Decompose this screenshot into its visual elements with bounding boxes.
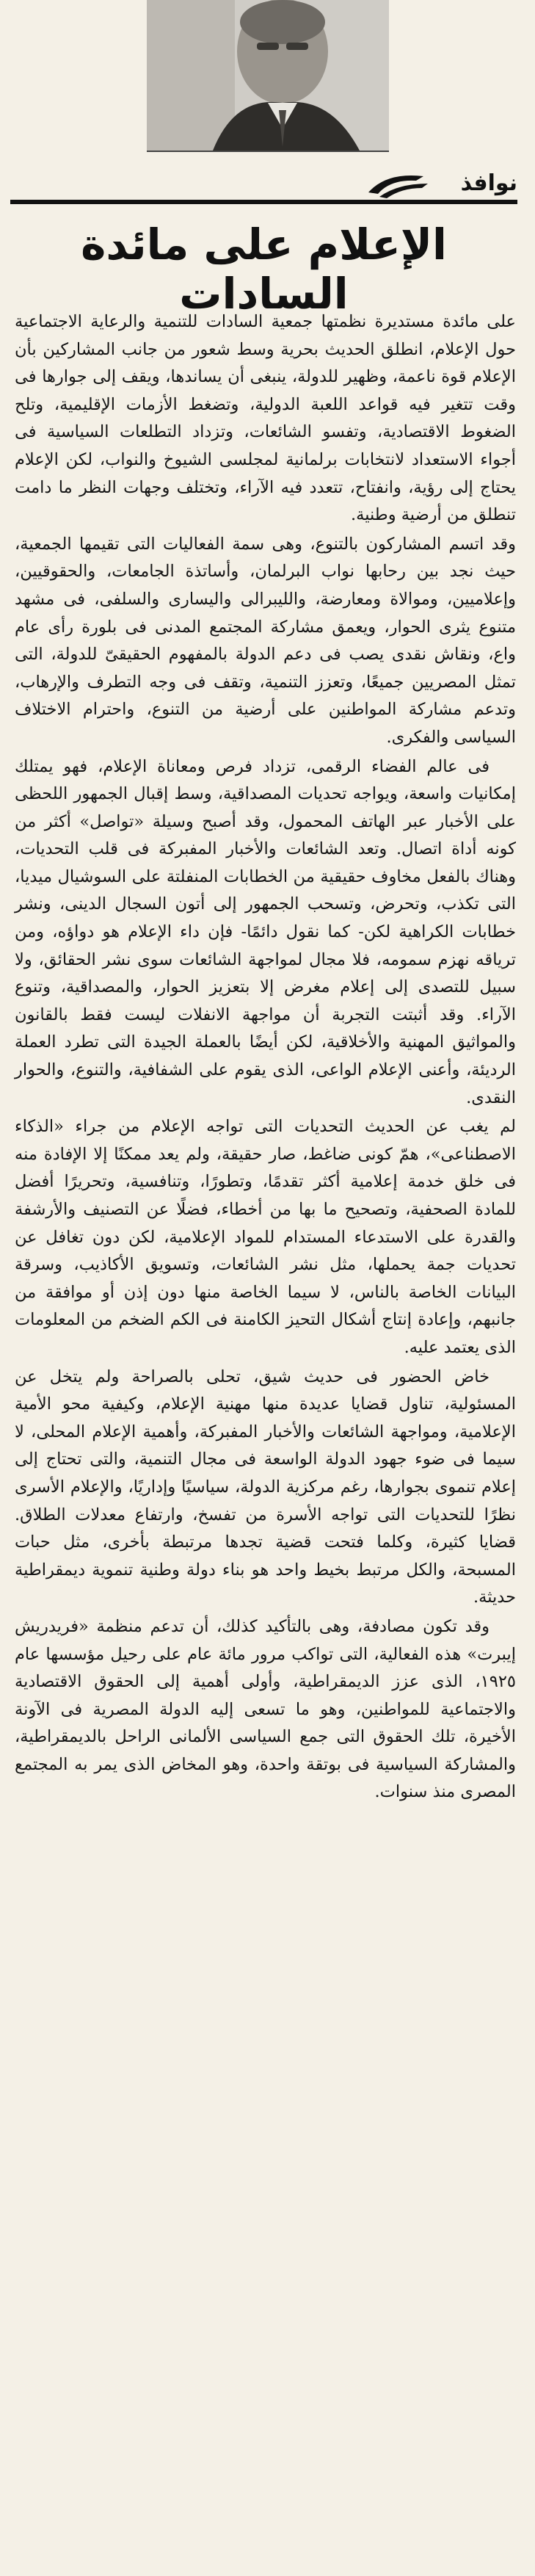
article-headline: الإعلام على مائدة السادات	[81, 220, 447, 319]
article-paragraph: لم يغب عن الحديث التحديات التى تواجه الإعلام من جراء «الذكاء الاصطناعى»، همّ كونى ضاغط، صار حقيقة، ولم يعد ممكنًا إلا الإفادة منه فى خلق خدمة إعلامية أكثر تقدمًا، وتطورًا، وتنافسية، وتحريرًا أفضل للمادة الصحفية، وتصحيح ما بها من أخطاء، فضلًا عن التصنيف والأرشفة والقدرة على الاستدعاء المستدام للمواد الإعلامية، لكن دون تغافل عن تحديات جمة يحملها، مثل نشر الشائعات، وتسويق الأكاذيب، وسرقة البيانات الخاصة بالناس، لا سيما الخاصة منها دون إذن أو موافقة من جانبهم، وإعادة إنتاج أشكال التحيز الكامنة فى الكم الضخم من المعلومات الذى يعتمد عليه.	[15, 1117, 516, 1357]
author-portrait-image	[147, 0, 389, 151]
article-paragraph: فى عالم الفضاء الرقمى، تزداد فرص ومعاناة الإعلام، فهو يمتلك إمكانيات واسعة، ويواجه تحديات المصداقية، وسط إقبال الجمهور اللحظى على الأخبار عبر الهاتف المحمول، وقد أصبح وسيلة «تواصل» أكثر من كونه أداة اتصال. وتعد الشائعات والأخبار المفبركة فى قلب التحديات، وهناك بالفعل مخاوف حقيقية من الخطابات المنفلتة على السوشيال ميديا، التى تكذب، وتحرض، وتسحب الجمهور إلى أتون السجال الدينى، ونشر خطابات الكراهية لكن- كما نقول دائمًا- فإن داء الإعلام هو دواؤه، ومن ترياقه نهزم سمومه، فلا مجال لمواجهة الشائعات سوى نشر الحقائق، ولا سبيل للتصدى إلى إعلام مغرض إلا بتعزيز الحوار، والمصداقية، وتنوع الآراء. وقد أثبتت التجربة أن مواجهة الانفلات ليست فقط بالقانون والمواثيق المهنية والأخلاقية، لكن أيضًا بالعملة الجيدة التى تطرد العملة الرديئة، وأعنى الإعلام الواعى، الذى يقوم على الشفافية، والتنوع، والحوار النقدى.	[15, 756, 516, 1107]
article-body	[15, 308, 516, 1806]
section-logo-icon	[365, 170, 431, 200]
section-header	[10, 170, 517, 204]
article-paragraph: وقد تكون مصادفة، وهى بالتأكيد كذلك، أن تدعم منظمة «فريدريش إيبرت» هذه الفعالية، التى تواكب مرور مائة عام على رحيل مؤسسها عام ١٩٢٥، الذى عزز الديمقراطية، وأولى أهمية إلى الحقوق الاقتصادية والاجتماعية للمواطنين، وهو ما تسعى إليه الدولة المصرية فى الآونة الأخيرة، تلك الحقوق التى جمع السياسى الألمانى الراحل بالديمقراطية، والمشاركة السياسية فى بوتقة واحدة، وهو المخاض الذى يمر به المجتمع المصرى منذ سنوات.	[15, 1616, 516, 1802]
article-paragraph: على مائدة مستديرة نظمتها جمعية السادات للتنمية والرعاية الاجتماعية حول الإعلام، انطلق الحديث بحرية وسط شعور من جانب المشاركين بأن الإعلام قوة ناعمة، وظهير للدولة، ينبغى أن يساندها، ويقف إلى جوارها فى وقت تتغير فيه قواعد اللعبة الدولية، وتضغط الأزمات الإقليمية، وتلح الضغوط الاقتصادية، وتفسو الشائعات، وتزداد التطلعات السياسية فى أجواء الاستعداد لانتخابات برلمانية لمجلسى الشيوخ والنواب، لكن الإعلام يحتاج إلى رؤية، وانفتاح، تتعدد فيه الآراء، وتختلف وجهات النظر ما دامت تنطلق من أرضية وطنية.	[15, 312, 516, 525]
author-photo	[147, 0, 389, 152]
section-label: نوافذ	[460, 170, 517, 196]
article-paragraph: خاض الحضور فى حديث شيق، تحلى بالصراحة ولم يتخل عن المسئولية، تناول قضايا عديدة منها مهنية الإعلام، وكيفية محو الأمية الإعلامية، ومواجهة الشائعات والأخبار المفبركة، وأهمية الإعلام المحلى، لا سيما فى ضوء جهود الدولة الواسعة فى مجال التنمية، والتى تحتاج إلى إعلام تنموى بجوارها، رغم مركزية الدولة، سياسيًا وإداريًا، والإعلام الأسرى نظرًا للتحديات التى تواجه الأسرة من تفسخ، وارتفاع معدلات الطلاق. قضايا كثيرة، وكلما فتحت قضية تجدها مرتبطة بأخرى، مثل حبات المسبحة، والكل مرتبط بخيط واحد هو بناء دولة وطنية تنموية ديمقراطية حديثة.	[15, 1367, 516, 1607]
article-paragraph: وقد اتسم المشاركون بالتنوع، وهى سمة الفعاليات التى تقيمها الجمعية، حيث نجد بين رحابها نواب البرلمان، وأساتذة الجامعات، والحقوقيين، وإعلاميين، وموالاة ومعارضة، والليبرالى واليسارى والسلفى، فى مشهد متنوع يثرى الحوار، ويعمق مشاركة المجتمع المدنى فى بلورة رأى عام واع، ونقاش نقدى يصب فى دعم الدولة بالمفهوم الحقيقىّ للدولة، التى تمثل المصريين جميعًا، وتعزز التنمية، وتقف فى وجه التطرف والإرهاب، وتدعم مشاركة المواطنين على أرضية من التنوع، واحترام الاختلاف السياسى والفكرى.	[15, 534, 516, 747]
